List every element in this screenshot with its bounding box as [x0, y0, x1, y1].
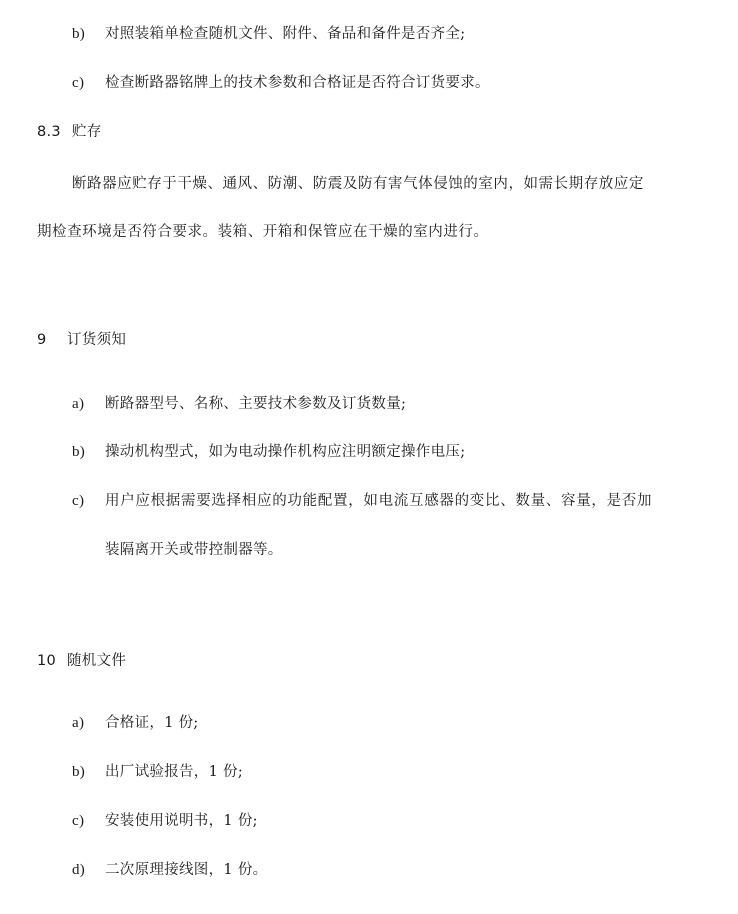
list-marker: d) — [72, 862, 86, 878]
list-item-text: 检查断路器铭牌上的技术参数和合格证是否符合订货要求。 — [105, 75, 490, 91]
list-marker: c) — [72, 75, 85, 91]
list-marker: c) — [72, 813, 85, 829]
list-item-text: 安装使用说明书，1 份; — [105, 813, 258, 829]
list-item-text: 出厂试验报告，1 份; — [105, 764, 244, 780]
list-item-text: 断路器型号、名称、主要技术参数及订货数量; — [105, 396, 407, 412]
paragraph-line: 期检查环境是否符合要求。装箱、开箱和保管应在干燥的室内进行。 — [37, 224, 489, 240]
list-item-text: 用户应根据需要选择相应的功能配置，如电流互感器的变比、数量、容量，是否加 — [105, 493, 653, 509]
section-title: 贮存 — [72, 124, 102, 140]
list-marker: a) — [72, 396, 85, 412]
list-item-text: 合格证，1 份; — [105, 715, 199, 731]
list-marker: b) — [72, 26, 86, 42]
section-title: 订货须知 — [67, 332, 127, 348]
list-marker: b) — [72, 764, 86, 780]
list-marker: c) — [72, 493, 85, 509]
paragraph-line: 断路器应贮存于干燥、通风、防潮、防震及防有害气体侵蚀的室内，如需长期存放应定 — [72, 176, 644, 192]
section-title: 随机文件 — [67, 653, 127, 669]
section-number: 8.3 — [37, 124, 61, 140]
section-number: 10 — [37, 653, 57, 669]
list-item-text: 二次原理接线图，1 份。 — [105, 862, 268, 878]
section-number: 9 — [37, 332, 47, 348]
list-marker: a) — [72, 715, 85, 731]
list-marker: b) — [72, 444, 86, 460]
list-item-text: 装隔离开关或带控制器等。 — [105, 542, 283, 558]
list-item-text: 对照装箱单检查随机文件、附件、备品和备件是否齐全; — [105, 26, 466, 42]
list-item-text: 操动机构型式，如为电动操作机构应注明额定操作电压; — [105, 444, 466, 460]
